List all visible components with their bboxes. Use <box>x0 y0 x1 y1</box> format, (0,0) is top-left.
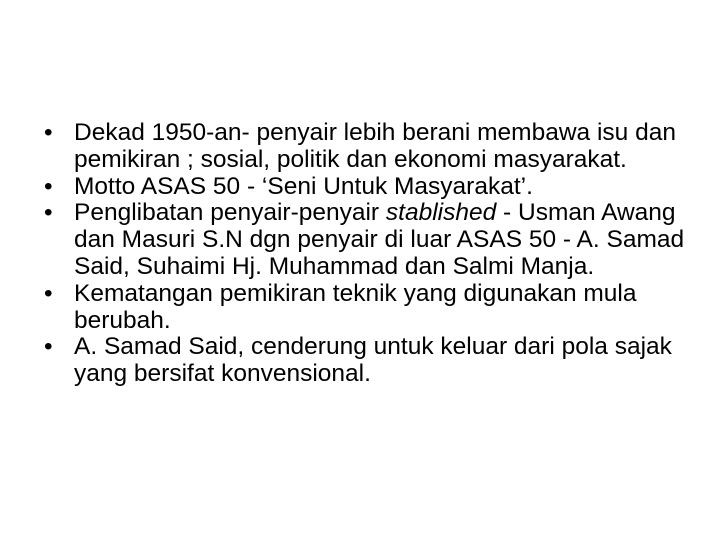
bullet-point-icon: • <box>44 333 53 361</box>
bullet-item-penglibatan <box>44 200 694 280</box>
bullet-item-kematangan <box>44 281 694 335</box>
bullet-item-motto-asas-50 <box>44 174 694 201</box>
bullet-text: Motto ASAS 50 - ‘Seni Untuk Masyarakat’. <box>74 172 533 200</box>
bullet-list <box>44 120 694 388</box>
bullet-text-italic: stablished <box>385 199 497 227</box>
bullet-point-icon: • <box>44 279 53 307</box>
bullet-point-icon: • <box>44 119 53 146</box>
bullet-item-dekad-1950 <box>44 120 694 174</box>
bullet-item-samad-said <box>44 334 694 388</box>
bullet-point-icon: • <box>44 199 53 227</box>
bullet-text-after: - Usman Awang dan Masuri S.N dgn penyair di luar ASAS 50 - A. Samad Said, Suhaimi Hj. Muhammad dan Salmi Manja. <box>74 199 685 280</box>
bullet-text: Kematangan pemikiran teknik yang digunakan mula berubah. <box>74 279 637 334</box>
bullet-text-before: Penglibatan penyair-penyair <box>74 199 386 227</box>
bullet-text: A. Samad Said, cenderung untuk keluar dari pola sajak yang bersifat konvensional. <box>74 333 672 388</box>
bullet-point-icon: • <box>44 172 53 200</box>
bullet-text: Dekad 1950-an- penyair lebih berani membawa isu dan pemikiran ; sosial, politik dan ekonomi masyarakat. <box>74 119 676 173</box>
